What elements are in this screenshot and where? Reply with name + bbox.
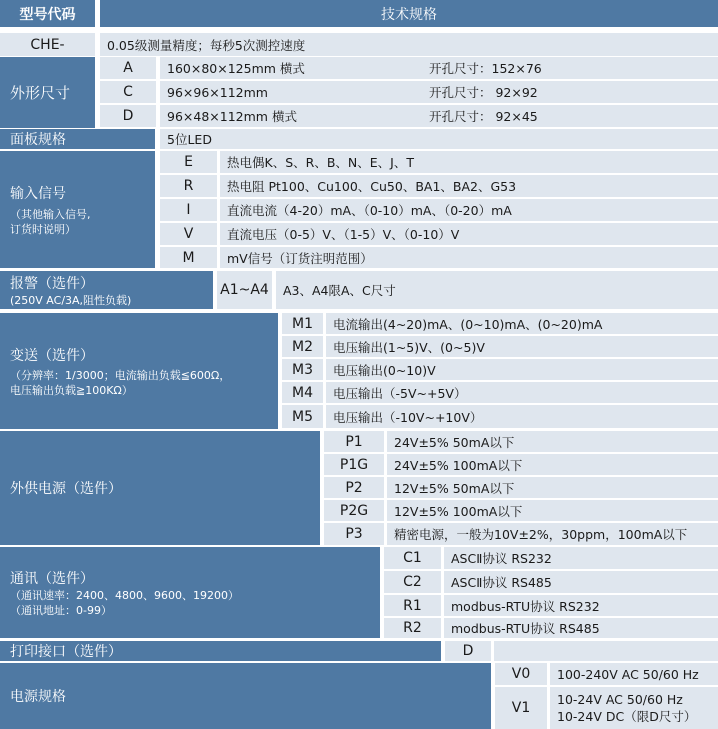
comm-desc-r2: modbus-RTU协议 RS485 — [444, 618, 718, 638]
size-row-a — [160, 57, 718, 79]
power-v1-line-1: 10-24V AC 50/60 Hz — [557, 691, 683, 707]
size-code-c: C — [100, 81, 156, 103]
che-code: CHE- — [0, 33, 95, 56]
print-label: 打印接口（选件） — [0, 641, 441, 661]
transmit-code-m5: M5 — [282, 405, 323, 428]
print-empty — [494, 641, 718, 661]
power-label: 电源规格 — [0, 663, 491, 729]
panel-value: 5位LED — [160, 129, 718, 149]
power-code-v0: V0 — [495, 663, 547, 685]
transmit-desc-m1: 电流输出(4~20)mA、(0~10)mA、(0~20)mA — [326, 313, 718, 334]
comm-desc-r1: modbus-RTU协议 RS232 — [444, 595, 718, 616]
supply-desc-p2: 12V±5% 50mA以下 — [387, 477, 718, 498]
power-desc-v1 — [550, 687, 718, 729]
alarm-note: (250V AC/3A,阻性负载) — [10, 293, 132, 307]
supply-desc-p1g: 24V±5% 100mA以下 — [387, 454, 718, 475]
size-hole-c: 开孔尺寸： 92×92 — [429, 85, 538, 100]
comm-desc-c2: ASCⅡ协议 RS485 — [444, 571, 718, 593]
transmit-desc-m2: 电压输出(1~5)V、(0~5)V — [326, 336, 718, 357]
transmit-desc-m5: 电压输出（-10V~+10V） — [326, 405, 718, 428]
input-title: 输入信号 — [10, 185, 66, 202]
input-desc-v: 直流电压（0-5）V、（1-5）V、（0-10）V — [220, 223, 718, 245]
input-desc-i: 直流电流（4-20）mA、（0-10）mA、（0-20）mA — [220, 199, 718, 221]
input-note-1: （其他输入信号, — [10, 207, 91, 221]
input-desc-e: 热电偶K、S、R、B、N、E、J、T — [220, 151, 718, 173]
transmit-desc-m3: 电压输出(0~10)V — [326, 359, 718, 380]
supply-label: 外供电源（选件） — [0, 431, 320, 545]
supply-code-p2: P2 — [324, 477, 384, 498]
supply-desc-p2g: 12V±5% 100mA以下 — [387, 500, 718, 521]
comm-title: 通讯（选件） — [10, 570, 94, 587]
transmit-title: 变送（选件） — [10, 347, 94, 364]
comm-label — [0, 547, 380, 638]
size-row-c — [160, 81, 718, 103]
comm-code-r2: R2 — [384, 618, 441, 638]
supply-desc-p3: 精密电源，一般为10V±2%，30ppm，100mA以下 — [387, 523, 718, 545]
power-desc-v0: 100-240V AC 50/60 Hz — [550, 663, 718, 685]
size-dim-a: 160×80×125mm 横式 — [167, 61, 305, 76]
power-v1-line-2: 10-24V DC（限D尺寸） — [557, 708, 697, 724]
transmit-desc-m4: 电压输出（-5V~+5V） — [326, 382, 718, 403]
comm-note-2: （通讯地址：0-99） — [10, 603, 112, 617]
print-code: D — [445, 641, 491, 661]
panel-label: 面板规格 — [0, 129, 155, 149]
che-desc: 0.05级测量精度；每秒5次测控速度 — [100, 33, 718, 56]
transmit-code-m2: M2 — [282, 336, 323, 357]
transmit-code-m1: M1 — [282, 313, 323, 334]
input-note-2: 订货时说明） — [10, 222, 76, 236]
alarm-code: A1~A4 — [217, 271, 272, 309]
supply-code-p1: P1 — [324, 431, 384, 452]
input-code-v: V — [160, 223, 217, 245]
supply-desc-p1: 24V±5% 50mA以下 — [387, 431, 718, 452]
comm-note-1: （通讯速率：2400、4800、9600、19200） — [10, 588, 239, 602]
transmit-note-2: 电压输出负载≧100KΩ） — [10, 383, 133, 397]
input-code-r: R — [160, 175, 217, 197]
size-hole-d: 开孔尺寸： 92×45 — [429, 109, 538, 124]
transmit-note-1: （分辨率：1/3000；电流输出负载≦600Ω， — [10, 368, 231, 382]
alarm-title: 报警（选件） — [10, 275, 94, 292]
size-row-d — [160, 105, 718, 127]
alarm-desc: A3、A4限A、C尺寸 — [276, 271, 718, 309]
size-label: 外形尺寸 — [0, 57, 95, 128]
input-desc-m: mV信号（订货注明范围） — [220, 247, 718, 268]
size-dim-c: 96×96×112mm — [167, 84, 268, 100]
power-code-v1: V1 — [495, 687, 547, 729]
size-code-d: D — [100, 105, 156, 127]
supply-code-p3: P3 — [324, 523, 384, 545]
size-dim-d: 96×48×112mm 横式 — [167, 109, 297, 124]
size-hole-a: 开孔尺寸：152×76 — [429, 61, 542, 76]
comm-desc-c1: ASCⅡ协议 RS232 — [444, 547, 718, 569]
comm-code-c1: C1 — [384, 547, 441, 569]
comm-code-r1: R1 — [384, 595, 441, 616]
input-code-e: E — [160, 151, 217, 173]
supply-code-p2g: P2G — [324, 500, 384, 521]
input-label — [0, 151, 155, 268]
comm-code-c2: C2 — [384, 571, 441, 593]
header-model-code: 型号代码 — [0, 0, 95, 27]
transmit-code-m3: M3 — [282, 359, 323, 380]
alarm-label — [0, 271, 213, 309]
transmit-code-m4: M4 — [282, 382, 323, 403]
input-code-i: I — [160, 199, 217, 221]
header-spec: 技术规格 — [100, 0, 718, 27]
input-code-m: M — [160, 247, 217, 268]
input-desc-r: 热电阻 Pt100、Cu100、Cu50、BA1、BA2、G53 — [220, 175, 718, 197]
supply-code-p1g: P1G — [324, 454, 384, 475]
transmit-label — [0, 313, 278, 429]
size-code-a: A — [100, 57, 156, 79]
